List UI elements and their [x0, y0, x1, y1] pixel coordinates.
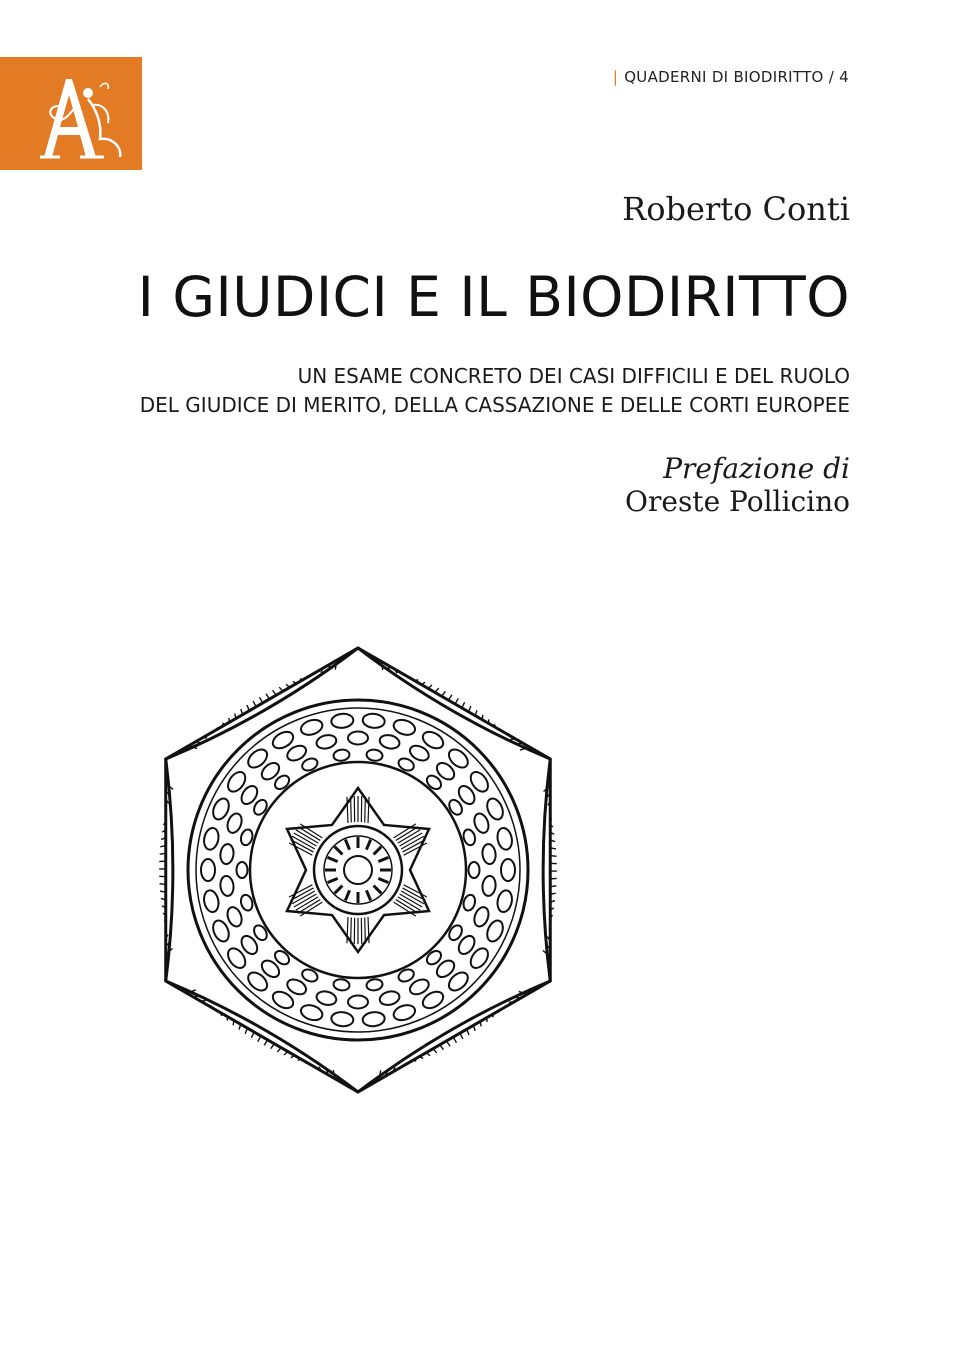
rosette-illustration: [140, 640, 580, 1120]
preface-label: Prefazione di: [663, 452, 850, 485]
book-title: I GIUDICI E IL BIODIRITTO: [137, 265, 850, 329]
series-label: [613, 68, 849, 86]
series-divider: |: [612, 68, 619, 86]
subtitle-line-2: DEL GIUDICE DI MERITO, DELLA CASSAZIONE E DELLE CORTI EUROPEE: [139, 393, 850, 417]
preface-author: Oreste Pollicino: [625, 485, 850, 518]
publisher-logo-icon: [0, 57, 142, 170]
book-subtitle: [140, 362, 850, 420]
subtitle-line-1: UN ESAME CONCRETO DEI CASI DIFFICILI E DEL RUOLO: [297, 364, 850, 388]
author-name: Roberto Conti: [622, 190, 850, 228]
series-text: QUADERNI DI BIODIRITTO / 4: [624, 68, 849, 86]
